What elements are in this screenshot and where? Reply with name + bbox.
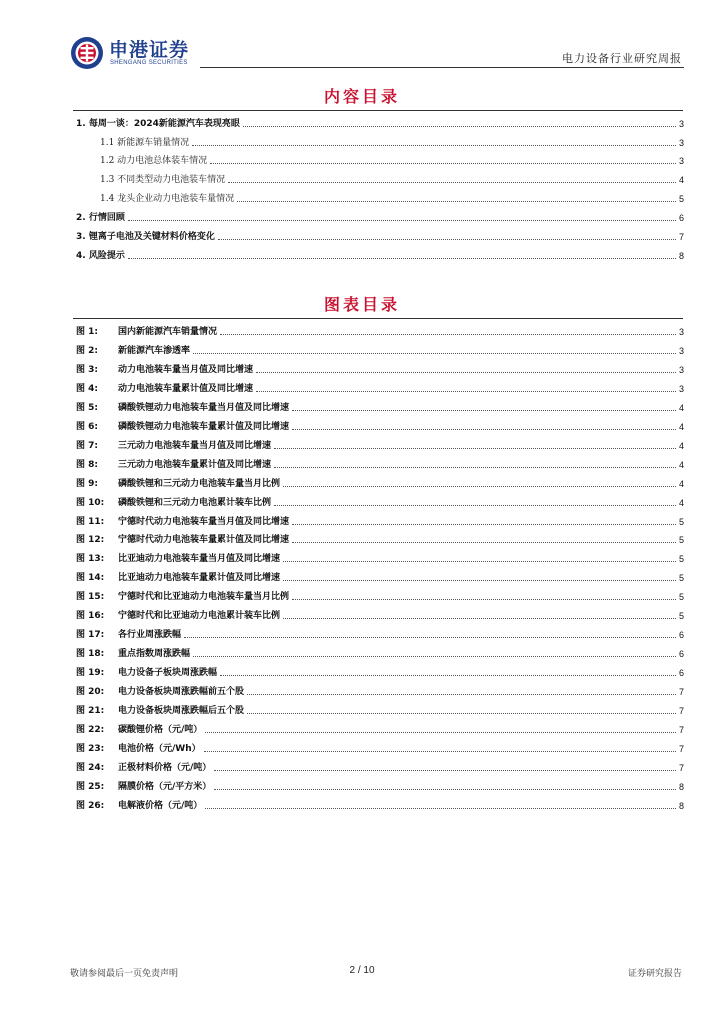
dot-leader — [205, 808, 676, 809]
figures-title: 图表目录 — [323, 295, 400, 314]
figure-entry-page: 4 — [678, 479, 684, 489]
figure-title: 电解液价格（元/吨） — [118, 801, 203, 811]
figure-entry[interactable] — [76, 324, 684, 338]
figure-title: 各行业周涨跌幅 — [118, 630, 182, 640]
figure-number: 图 1: — [76, 327, 98, 337]
figure-entry-text — [76, 743, 201, 755]
figure-entry-page: 3 — [678, 365, 684, 375]
figure-entry-page: 5 — [678, 573, 684, 583]
figure-entry-page: 5 — [678, 611, 684, 621]
figure-entry-page: 5 — [678, 517, 684, 527]
dot-leader — [283, 580, 676, 581]
figure-entry[interactable] — [76, 798, 684, 812]
figure-number: 图 5: — [76, 403, 98, 413]
figure-entry-text — [76, 667, 217, 679]
figure-entry-page: 4 — [678, 441, 684, 451]
figure-entry-page: 7 — [678, 744, 684, 754]
figure-entry-text — [76, 781, 211, 793]
dot-leader — [193, 656, 676, 657]
figure-entry-page: 4 — [678, 460, 684, 470]
figure-entry-text — [76, 421, 289, 433]
brand-name-en: SHENGANG SECURITIES — [110, 60, 188, 66]
figure-number: 图 13: — [76, 554, 105, 564]
figure-entry-text — [76, 383, 253, 395]
figure-entry-page: 4 — [678, 403, 684, 413]
figure-title: 磷酸铁锂动力电池装车量累计值及同比增速 — [118, 422, 290, 432]
toc-entry-page: 3 — [678, 138, 684, 148]
figure-title: 宁德时代动力电池装车量当月值及同比增速 — [118, 517, 290, 527]
dot-leader — [220, 334, 676, 335]
dot-leader — [128, 220, 676, 221]
figure-title: 重点指数周涨跌幅 — [118, 649, 191, 659]
footer-report-label: 证券研究报告 — [627, 969, 682, 979]
figure-entry[interactable] — [76, 381, 684, 395]
toc-entry[interactable] — [100, 191, 684, 205]
figure-number: 图 15: — [76, 592, 105, 602]
figure-title: 电力设备板块周涨跌幅后五个股 — [118, 706, 245, 716]
toc-entry-label: 1.3 不同类型动力电池装车情况 — [100, 175, 226, 185]
figure-number: 图 12: — [76, 535, 105, 545]
figure-title: 宁德时代和比亚迪动力电池累计装车比例 — [118, 611, 281, 621]
toc-title-divider — [73, 110, 683, 111]
figure-entry-text — [76, 440, 271, 452]
figure-number: 图 25: — [76, 782, 105, 792]
figure-entry-page: 8 — [678, 782, 684, 792]
figure-number: 图 20: — [76, 687, 105, 697]
figure-entry-page: 6 — [678, 649, 684, 659]
figure-entry[interactable] — [76, 457, 684, 471]
dot-leader — [128, 258, 676, 259]
figure-title: 三元动力电池装车量当月值及同比增速 — [118, 441, 272, 451]
dot-leader — [274, 467, 676, 468]
figure-number: 图 10: — [76, 498, 105, 508]
figure-number: 图 3: — [76, 365, 98, 375]
figure-entry[interactable] — [76, 722, 684, 736]
dot-leader — [228, 182, 676, 183]
toc-entry[interactable] — [100, 172, 684, 186]
figure-title: 宁德时代动力电池装车量累计值及同比增速 — [118, 535, 290, 545]
dot-leader — [184, 637, 676, 638]
toc-entry-page: 7 — [678, 232, 684, 242]
figure-entry-page: 7 — [678, 763, 684, 773]
dot-leader — [247, 694, 676, 695]
figure-number: 图 7: — [76, 441, 98, 451]
figure-entry-page: 8 — [678, 801, 684, 811]
dot-leader — [237, 201, 676, 202]
figure-entry-page: 3 — [678, 346, 684, 356]
figure-entry[interactable] — [76, 419, 684, 433]
figure-entry-text — [76, 629, 181, 641]
figure-entry-page: 3 — [678, 384, 684, 394]
dot-leader — [292, 429, 676, 430]
figure-number: 图 19: — [76, 668, 105, 678]
dot-leader — [192, 145, 676, 146]
dot-leader — [214, 770, 676, 771]
figure-entry[interactable] — [76, 779, 684, 793]
figure-entry[interactable] — [76, 684, 684, 698]
figure-title: 隔膜价格（元/平方米） — [118, 782, 212, 792]
shengang-logo-icon — [70, 36, 104, 70]
figure-number: 图 6: — [76, 422, 98, 432]
figure-entry[interactable] — [76, 608, 684, 622]
toc-entry[interactable] — [76, 229, 684, 243]
figure-title: 三元动力电池装车量累计值及同比增速 — [118, 460, 272, 470]
figure-entry[interactable] — [76, 438, 684, 452]
figure-number: 图 21: — [76, 706, 105, 716]
dot-leader — [274, 448, 676, 449]
figure-entry-text — [76, 345, 190, 357]
toc-entry-label: 1.1 新能源车销量情况 — [100, 138, 190, 148]
figure-entry-text — [76, 762, 211, 774]
dot-leader — [283, 618, 676, 619]
dot-leader — [204, 751, 676, 752]
toc-entry-label: 4. 风险提示 — [76, 251, 125, 261]
figure-title: 电池价格（元/Wh） — [118, 744, 201, 754]
toc-entry-page: 6 — [678, 213, 684, 223]
figure-number: 图 17: — [76, 630, 105, 640]
figure-entry-text — [76, 478, 280, 490]
figure-entry-page: 7 — [678, 725, 684, 735]
dot-leader — [292, 524, 676, 525]
figure-entry-page: 7 — [678, 687, 684, 697]
toc-entry[interactable] — [76, 210, 684, 224]
figure-entry[interactable] — [76, 703, 684, 717]
figures-title-divider — [73, 318, 683, 319]
dot-leader — [292, 410, 676, 411]
figure-entry[interactable] — [76, 362, 684, 376]
figure-entry-text — [76, 572, 280, 584]
page-header — [0, 0, 724, 75]
report-type: 电力设备行业研究周报 — [562, 52, 682, 65]
figure-entry-text — [76, 326, 217, 338]
dot-leader — [218, 239, 676, 240]
figure-entry-text — [76, 648, 190, 660]
figure-entry-page: 5 — [678, 554, 684, 564]
figure-title: 磷酸铁锂动力电池装车量当月值及同比增速 — [118, 403, 290, 413]
figure-entry-text — [76, 497, 271, 509]
dot-leader — [292, 542, 676, 543]
figure-entry[interactable] — [76, 400, 684, 414]
page-number: 2 / 10 — [349, 965, 375, 976]
figure-entry[interactable] — [76, 570, 684, 584]
figure-title: 电力设备板块周涨跌幅前五个股 — [118, 687, 245, 697]
dot-leader — [283, 561, 676, 562]
figure-number: 图 22: — [76, 725, 105, 735]
figure-title: 动力电池装车量当月值及同比增速 — [118, 365, 254, 375]
figure-entry-text — [76, 459, 271, 471]
figure-title: 磷酸铁锂和三元动力电池累计装车比例 — [118, 498, 272, 508]
figure-number: 图 18: — [76, 649, 105, 659]
figure-number: 图 4: — [76, 384, 98, 394]
figure-entry-text — [76, 705, 244, 717]
dot-leader — [283, 486, 676, 487]
figure-entry[interactable] — [76, 589, 684, 603]
figure-entry-page: 7 — [678, 706, 684, 716]
brand-name-cn: 申港证券 — [109, 39, 190, 61]
figure-title: 正极材料价格（元/吨） — [118, 763, 212, 773]
figure-title: 动力电池装车量累计值及同比增速 — [118, 384, 254, 394]
dot-leader — [274, 505, 676, 506]
figure-title: 磷酸铁锂和三元动力电池装车量当月比例 — [118, 479, 281, 489]
toc-entry[interactable] — [76, 248, 684, 262]
figure-number: 图 23: — [76, 744, 105, 754]
dot-leader — [205, 732, 676, 733]
dot-leader — [193, 353, 676, 354]
figure-entry[interactable] — [76, 665, 684, 679]
figure-entry-text — [76, 591, 289, 603]
figure-entry-text — [76, 724, 202, 736]
figure-title: 碳酸锂价格（元/吨） — [118, 725, 203, 735]
figure-entry[interactable] — [76, 532, 684, 546]
dot-leader — [220, 675, 676, 676]
figure-entry-text — [76, 402, 289, 414]
dot-leader — [256, 391, 676, 392]
figure-entry-text — [76, 610, 280, 622]
figure-entry[interactable] — [76, 343, 684, 357]
figure-entry-page: 4 — [678, 422, 684, 432]
toc-entry-label: 1.4 龙头企业动力电池装车量情况 — [100, 194, 235, 204]
toc-entry[interactable] — [100, 153, 684, 167]
figure-entry-text — [76, 686, 244, 698]
figure-number: 图 8: — [76, 460, 98, 470]
dot-leader — [292, 599, 676, 600]
toc-entry[interactable] — [76, 116, 684, 130]
toc-title: 内容目录 — [323, 87, 400, 106]
figure-entry-text — [76, 516, 289, 528]
figure-entry[interactable] — [76, 760, 684, 774]
figure-title: 宁德时代和比亚迪动力电池装车量当月比例 — [118, 592, 290, 602]
dot-leader — [243, 126, 676, 127]
figure-entry[interactable] — [76, 646, 684, 660]
dot-leader — [256, 372, 676, 373]
figure-entry[interactable] — [76, 741, 684, 755]
toc-entry-page: 5 — [678, 194, 684, 204]
figure-entry[interactable] — [76, 476, 684, 490]
figure-entry-text — [76, 364, 253, 376]
figure-entry-page: 4 — [678, 498, 684, 508]
figure-entry-text — [76, 553, 280, 565]
dot-leader — [247, 713, 676, 714]
figure-entry-text — [76, 534, 289, 546]
figure-number: 图 24: — [76, 763, 105, 773]
figure-number: 图 9: — [76, 479, 98, 489]
figure-entry[interactable] — [76, 551, 684, 565]
figure-entry[interactable] — [76, 495, 684, 509]
toc-entry-page: 8 — [678, 251, 684, 261]
figure-entry-text — [76, 800, 202, 812]
figure-entry[interactable] — [76, 627, 684, 641]
figure-entry-page: 6 — [678, 630, 684, 640]
toc-entry-label: 1.2 动力电池总体装车情况 — [100, 156, 208, 166]
toc-entry-label: 3. 锂离子电池及关键材料价格变化 — [76, 232, 215, 242]
figure-number: 图 26: — [76, 801, 105, 811]
figure-entry-page: 3 — [678, 327, 684, 337]
figure-title: 国内新能源汽车销量情况 — [118, 327, 218, 337]
footer-disclaimer: 敬请参阅最后一页免责声明 — [70, 969, 179, 979]
figure-entry-page: 5 — [678, 535, 684, 545]
figure-entry[interactable] — [76, 514, 684, 528]
figure-number: 图 2: — [76, 346, 98, 356]
toc-entry-label: 2. 行情回顾 — [76, 213, 125, 223]
figure-number: 图 16: — [76, 611, 105, 621]
figure-title: 比亚迪动力电池装车量当月值及同比增速 — [118, 554, 281, 564]
figure-number: 图 11: — [76, 517, 105, 527]
figure-title: 电力设备子板块周涨跌幅 — [118, 668, 218, 678]
figure-entry-page: 5 — [678, 592, 684, 602]
dot-leader — [214, 789, 676, 790]
toc-entry-label: 1. 每周一谈：2024新能源汽车表现亮眼 — [76, 119, 240, 129]
dot-leader — [210, 163, 676, 164]
figure-entry-page: 6 — [678, 668, 684, 678]
toc-entry[interactable] — [100, 135, 684, 149]
figure-number: 图 14: — [76, 573, 105, 583]
figure-title: 新能源汽车渗透率 — [118, 346, 191, 356]
toc-entry-page: 4 — [678, 175, 684, 185]
figure-title: 比亚迪动力电池装车量累计值及同比增速 — [118, 573, 281, 583]
toc-entry-page: 3 — [678, 156, 684, 166]
toc-entry-page: 3 — [678, 119, 684, 129]
header-divider — [200, 67, 684, 68]
